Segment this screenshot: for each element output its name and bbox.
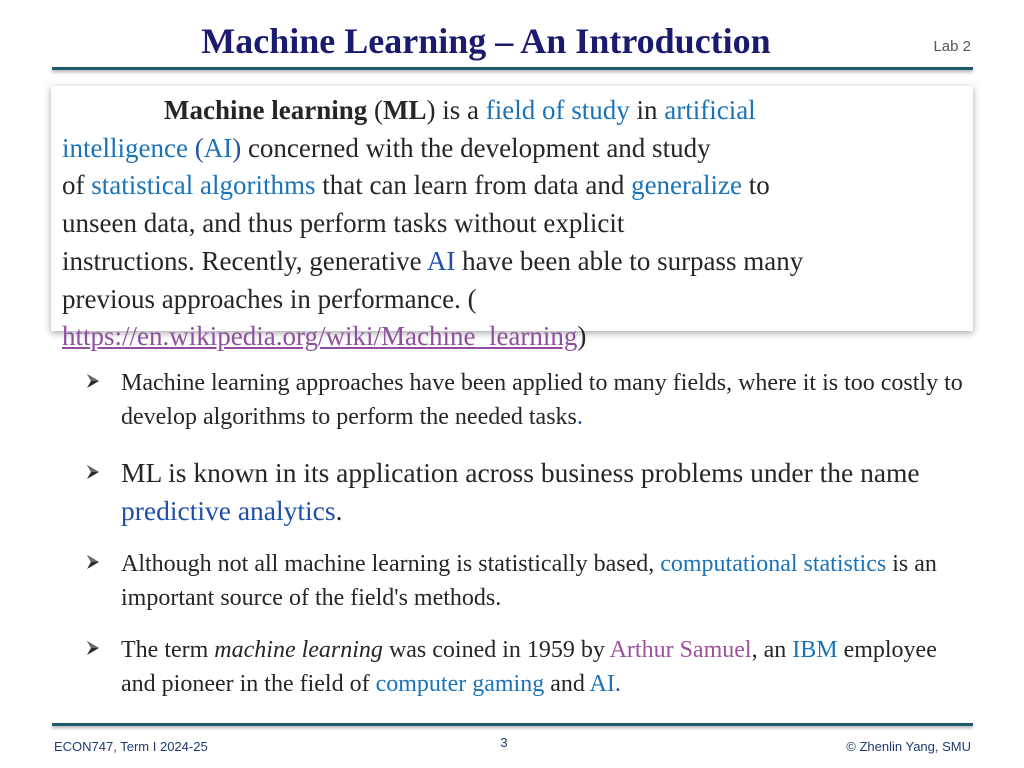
arrow-bullet-icon xyxy=(84,553,102,571)
text-fragment: of xyxy=(62,170,92,201)
link-ai-abbr[interactable]: AI xyxy=(203,132,233,163)
link-generative-ai[interactable]: AI xyxy=(426,245,456,276)
text-fragment: and xyxy=(544,671,590,697)
link-computational-statistics[interactable]: computational statistics xyxy=(660,551,887,577)
footer-copyright: © Zhenlin Yang, SMU xyxy=(846,739,971,754)
footer-course: ECON747, Term I 2024-25 xyxy=(54,739,208,754)
top-divider xyxy=(52,67,973,70)
arrow-bullet-icon xyxy=(84,372,102,390)
link-predictive-analytics[interactable]: predictive analytics xyxy=(121,494,336,526)
link-field-of-study[interactable]: field of study xyxy=(485,95,630,125)
text-fragment: unseen data, and thus perform tasks without explicit xyxy=(62,208,625,239)
definition-text xyxy=(62,92,942,356)
bullet-text: Machine learning approaches have been applied to many fields, where it is too costly to develop algorithms to perform the needed tasks xyxy=(121,370,963,430)
text-fragment: . xyxy=(335,494,343,526)
text-fragment: was coined in 1959 by xyxy=(382,637,610,663)
text-fragment: . xyxy=(614,671,621,697)
slide-title: Machine Learning – An Introduction xyxy=(201,21,771,61)
link-arthur-samuel[interactable]: Arthur Samuel xyxy=(609,637,752,663)
text-fragment: ) is a xyxy=(426,95,486,125)
link-generalize[interactable]: generalize xyxy=(631,170,742,201)
text-fragment: ) xyxy=(577,321,587,352)
text-fragment: is an important source of the field's methods. xyxy=(121,551,937,611)
text-fragment: ) xyxy=(232,132,242,163)
term-italic: machine learning xyxy=(214,637,383,663)
text-fragment: instructions. Recently, generative xyxy=(62,245,427,276)
text-fragment: in xyxy=(629,95,665,125)
text-fragment: concerned with the development and study xyxy=(241,132,711,163)
text-fragment: . xyxy=(576,404,583,430)
arrow-bullet-icon xyxy=(84,639,102,657)
arrow-bullet-icon xyxy=(84,463,102,481)
lab-label: Lab 2 xyxy=(933,38,971,55)
link-ai[interactable]: AI xyxy=(589,671,615,697)
bullet-text: Although not all machine learning is statistically based, xyxy=(121,551,661,577)
list-item xyxy=(84,547,964,615)
link-statistical-algorithms[interactable]: statistical algorithms xyxy=(91,170,316,201)
text-fragment: employee and pioneer in the field of xyxy=(121,637,937,697)
text-fragment: ( xyxy=(187,132,204,163)
text-fragment: ( xyxy=(367,95,383,125)
bullet-list xyxy=(84,366,964,701)
link-intelligence[interactable]: intelligence xyxy=(62,132,188,163)
text-fragment: that can learn from data and xyxy=(315,170,632,201)
term-ml: Machine learning xyxy=(164,95,368,125)
text-fragment: to xyxy=(742,170,770,201)
abbr-ml: ML xyxy=(383,95,427,125)
bottom-divider xyxy=(52,723,973,726)
link-artificial[interactable]: artificial xyxy=(664,95,756,125)
link-ibm[interactable]: IBM xyxy=(792,637,838,663)
list-item xyxy=(84,454,964,529)
page-number: 3 xyxy=(500,735,508,750)
link-computer-gaming[interactable]: computer gaming xyxy=(375,671,545,697)
list-item xyxy=(84,366,964,434)
text-fragment: The term xyxy=(121,637,215,663)
text-fragment: previous approaches in performance. ( xyxy=(62,283,477,314)
text-fragment: have been able to surpass many xyxy=(455,245,804,276)
bullet-text: ML is known in its application across business problems under the name xyxy=(121,457,920,488)
wikipedia-link[interactable]: https://en.wikipedia.org/wiki/Machine_learning xyxy=(62,321,578,352)
text-fragment: , an xyxy=(751,637,793,663)
list-item xyxy=(84,633,964,701)
